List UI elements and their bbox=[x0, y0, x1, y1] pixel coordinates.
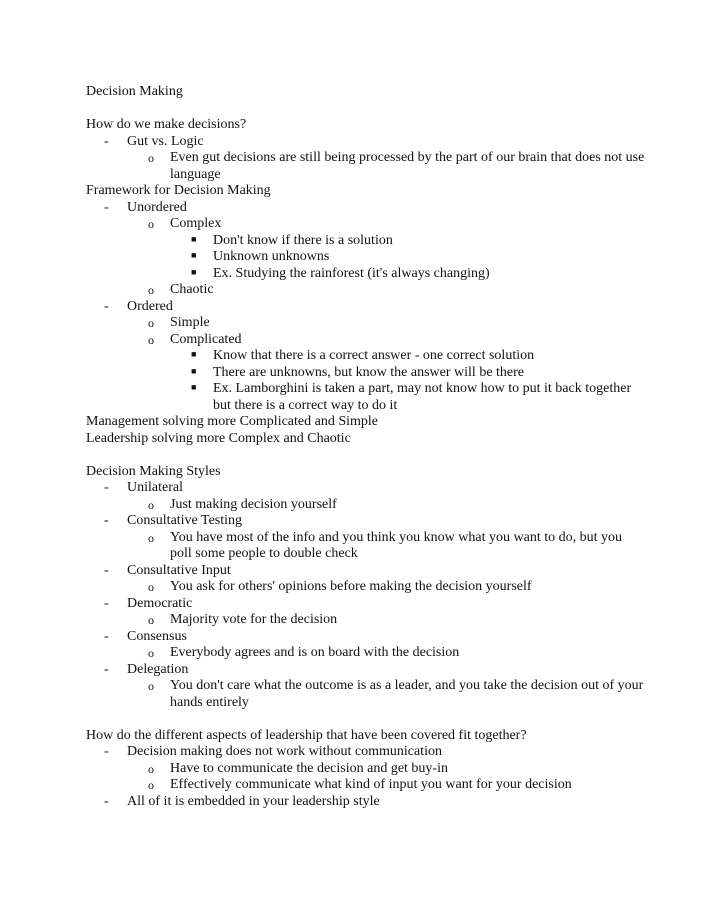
list-item bbox=[86, 249, 646, 266]
list-item bbox=[86, 233, 646, 250]
line-text: You don't care what the outcome is as a leader, and you take the decision out of your hands entirely bbox=[170, 678, 644, 710]
line-text: Unordered bbox=[127, 199, 187, 215]
line-text: Framework for Decision Making bbox=[86, 183, 271, 198]
line-text: You ask for others' opinions before making the decision yourself bbox=[170, 579, 532, 594]
line-text: Complex bbox=[170, 216, 222, 231]
line-text: Gut vs. Logic bbox=[127, 133, 204, 149]
list-item bbox=[86, 480, 646, 497]
list-item bbox=[86, 678, 646, 711]
line-text: Management solving more Complicated and Simple bbox=[86, 414, 378, 429]
circle-bullet-icon: o bbox=[148, 151, 154, 165]
line-text: Consensus bbox=[127, 628, 187, 644]
blank-line bbox=[86, 447, 646, 464]
line-text: Effectively communicate what kind of input you want for your decision bbox=[170, 777, 572, 792]
line-text: Ex. Studying the rainforest (it's always changing) bbox=[213, 265, 490, 281]
line-text: Everybody agrees and is on board with the decision bbox=[170, 645, 460, 660]
line-text: Democratic bbox=[127, 595, 193, 611]
list-item bbox=[86, 761, 646, 778]
line-text: Don't know if there is a solution bbox=[213, 232, 393, 248]
line-text: All of it is embedded in your leadership style bbox=[127, 793, 380, 809]
square-bullet-icon: ■ bbox=[191, 266, 197, 277]
document-body bbox=[86, 84, 646, 810]
dash-bullet-icon: - bbox=[104, 199, 109, 215]
line-text: There are unknowns, but know the answer will be there bbox=[213, 364, 525, 380]
list-item bbox=[86, 744, 646, 761]
list-item bbox=[86, 381, 646, 414]
blank-line bbox=[86, 711, 646, 728]
list-item bbox=[86, 348, 646, 365]
circle-bullet-icon: o bbox=[148, 580, 154, 594]
heading-line bbox=[86, 431, 646, 448]
list-item bbox=[86, 662, 646, 679]
dash-bullet-icon: - bbox=[104, 480, 109, 495]
circle-bullet-icon: o bbox=[148, 778, 154, 792]
dash-bullet-icon: - bbox=[104, 628, 109, 644]
line-text: Unknown unknowns bbox=[213, 249, 330, 264]
heading-line bbox=[86, 464, 646, 481]
line-text: Delegation bbox=[127, 661, 189, 677]
circle-bullet-icon: o bbox=[148, 613, 154, 627]
line-text: Have to communicate the decision and get buy-in bbox=[170, 760, 448, 776]
circle-bullet-icon: o bbox=[148, 283, 154, 297]
dash-bullet-icon: - bbox=[104, 298, 109, 314]
line-text: Ordered bbox=[127, 298, 173, 314]
heading-line bbox=[86, 414, 646, 431]
dash-bullet-icon: - bbox=[104, 661, 109, 677]
circle-bullet-icon: o bbox=[148, 217, 154, 231]
square-bullet-icon: ■ bbox=[191, 365, 197, 376]
list-item bbox=[86, 563, 646, 580]
list-item bbox=[86, 216, 646, 233]
line-text: Consultative Testing bbox=[127, 513, 243, 528]
circle-bullet-icon: o bbox=[148, 530, 154, 545]
list-item bbox=[86, 200, 646, 217]
list-item bbox=[86, 134, 646, 151]
list-item bbox=[86, 315, 646, 332]
line-text: Majority vote for the decision bbox=[170, 612, 338, 627]
line-text: How do the different aspects of leadership that have been covered fit together? bbox=[86, 727, 527, 743]
line-text: Know that there is a correct answer - one correct solution bbox=[213, 348, 535, 363]
outline-list bbox=[86, 101, 646, 811]
dash-bullet-icon: - bbox=[104, 562, 109, 578]
line-text: You have most of the info and you think you know what you want to do, but you poll some people to double check bbox=[170, 529, 622, 561]
dash-bullet-icon: - bbox=[104, 595, 109, 611]
dash-bullet-icon: - bbox=[104, 744, 109, 759]
dash-bullet-icon: - bbox=[104, 793, 109, 809]
square-bullet-icon: ■ bbox=[191, 349, 197, 359]
line-text: Unilateral bbox=[127, 480, 183, 495]
list-item bbox=[86, 299, 646, 316]
line-text: Chaotic bbox=[170, 282, 214, 297]
list-item bbox=[86, 794, 646, 811]
list-item bbox=[86, 282, 646, 299]
circle-bullet-icon: o bbox=[148, 316, 154, 330]
list-item bbox=[86, 579, 646, 596]
line-text: Decision making does not work without communication bbox=[127, 744, 442, 759]
list-item bbox=[86, 497, 646, 514]
square-bullet-icon: ■ bbox=[191, 382, 197, 392]
circle-bullet-icon: o bbox=[148, 761, 154, 776]
line-text: Complicated bbox=[170, 331, 242, 347]
blank-line bbox=[86, 101, 646, 118]
list-item bbox=[86, 150, 646, 183]
list-item bbox=[86, 332, 646, 349]
list-item bbox=[86, 530, 646, 563]
heading-line bbox=[86, 183, 646, 200]
dash-bullet-icon: - bbox=[104, 513, 109, 528]
list-item bbox=[86, 645, 646, 662]
list-item bbox=[86, 612, 646, 629]
line-text: How do we make decisions? bbox=[86, 117, 247, 132]
line-text: Simple bbox=[170, 315, 210, 330]
line-text: Consultative Input bbox=[127, 562, 231, 578]
square-bullet-icon: ■ bbox=[191, 250, 197, 260]
list-item bbox=[86, 596, 646, 613]
line-text: Just making decision yourself bbox=[170, 496, 337, 512]
circle-bullet-icon: o bbox=[148, 646, 154, 660]
document-title: Decision Making bbox=[86, 84, 183, 99]
heading-line bbox=[86, 728, 646, 745]
line-text: Ex. Lamborghini is taken a part, may not know how to put it back together but there is a correct way to do it bbox=[213, 381, 632, 413]
list-item bbox=[86, 777, 646, 794]
line-text: Decision Making Styles bbox=[86, 463, 221, 479]
line-text: Leadership solving more Complex and Chaotic bbox=[86, 430, 351, 446]
dash-bullet-icon: - bbox=[104, 133, 109, 149]
list-item bbox=[86, 266, 646, 283]
heading-line bbox=[86, 117, 646, 134]
square-bullet-icon: ■ bbox=[191, 233, 197, 244]
list-item bbox=[86, 629, 646, 646]
list-item bbox=[86, 365, 646, 382]
list-item bbox=[86, 513, 646, 530]
line-text: Even gut decisions are still being processed by the part of our brain that does not use language bbox=[170, 150, 645, 182]
circle-bullet-icon: o bbox=[148, 332, 154, 347]
circle-bullet-icon: o bbox=[148, 679, 154, 693]
circle-bullet-icon: o bbox=[148, 497, 154, 512]
